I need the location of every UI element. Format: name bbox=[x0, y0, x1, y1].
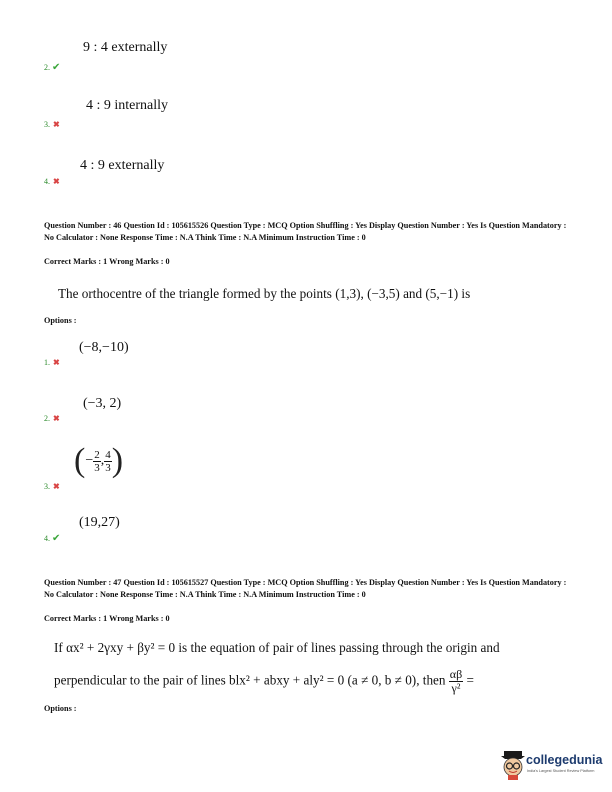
left-paren-icon: ( bbox=[74, 442, 86, 479]
option-number: 2. ✖ bbox=[44, 414, 60, 423]
check-icon: ✔ bbox=[52, 62, 61, 73]
option-text: 4 : 9 externally bbox=[80, 158, 165, 173]
option-number: 3. ✖ bbox=[44, 120, 60, 129]
cross-icon: ✖ bbox=[53, 414, 60, 423]
option-fraction-expression: (− $\frac{2}{3}$ , $\frac{4}{3}$ ) bbox=[74, 442, 124, 479]
fraction: $\frac{2}{3}$ bbox=[94, 448, 100, 474]
right-paren-icon: ) bbox=[111, 442, 124, 479]
cross-icon: ✖ bbox=[53, 177, 60, 186]
fraction: $\frac{\alpha\beta}{\text{γ²}}$ bbox=[449, 667, 463, 695]
question-text: The orthocentre of the triangle formed by the points (1,3), (−3,5) and (5,−1) is bbox=[58, 286, 471, 301]
option-text: (−8,−10) bbox=[79, 340, 129, 355]
option-text: 9 : 4 externally bbox=[83, 40, 168, 55]
check-icon: ✔ bbox=[52, 533, 61, 544]
mascot-icon bbox=[500, 749, 526, 781]
option-number: 4. ✔ bbox=[44, 533, 61, 544]
option-number: 2. ✔ bbox=[44, 62, 61, 73]
option-number: 3. ✖ bbox=[44, 482, 60, 491]
question-marks: Correct Marks : 1 Wrong Marks : 0 bbox=[44, 614, 170, 623]
cross-icon: ✖ bbox=[53, 358, 60, 367]
option-text: (−3, 2) bbox=[83, 396, 122, 411]
options-label: Options : bbox=[44, 704, 77, 713]
fraction: $\frac{4}{3}$ bbox=[105, 448, 111, 474]
option-number: 1. ✖ bbox=[44, 358, 60, 367]
option-text: 4 : 9 internally bbox=[86, 98, 169, 113]
question-text-line2: perpendicular to the pair of lines blx² + abxy + aly² = 0 (a ≠ 0, b ≠ 0), then $\frac{\alpha\beta}{\text{γ²}}$ = bbox=[54, 667, 474, 695]
cross-icon: ✖ bbox=[53, 482, 60, 491]
option-text: (19,27) bbox=[79, 515, 120, 530]
question-text-line1: If αx² + 2γxy + βy² = 0 is the equation of pair of lines passing through the origin and bbox=[54, 640, 500, 655]
option-number: 4. ✖ bbox=[44, 177, 60, 186]
cross-icon: ✖ bbox=[53, 120, 60, 129]
question-marks: Correct Marks : 1 Wrong Marks : 0 bbox=[44, 257, 170, 266]
collegedunia-logo: collegedunia India's Largest Student Review Platform bbox=[500, 749, 605, 783]
options-label: Options : bbox=[44, 316, 77, 325]
question-meta: Question Number : 46 Question Id : 105615526 Question Type : MCQ Option Shuffling : Yes Display Question Number : Yes Is Question Mandatory : No Calculator : None Response Time : N.A Think Time : N.A Minimum Instruction Time : 0 bbox=[44, 221, 567, 242]
question-meta: Question Number : 47 Question Id : 105615527 Question Type : MCQ Option Shuffling : Yes Display Question Number : Yes Is Question Mandatory : No Calculator : None Response Time : N.A Think Time : N.A Minimum Instruction Time : 0 bbox=[44, 578, 567, 599]
